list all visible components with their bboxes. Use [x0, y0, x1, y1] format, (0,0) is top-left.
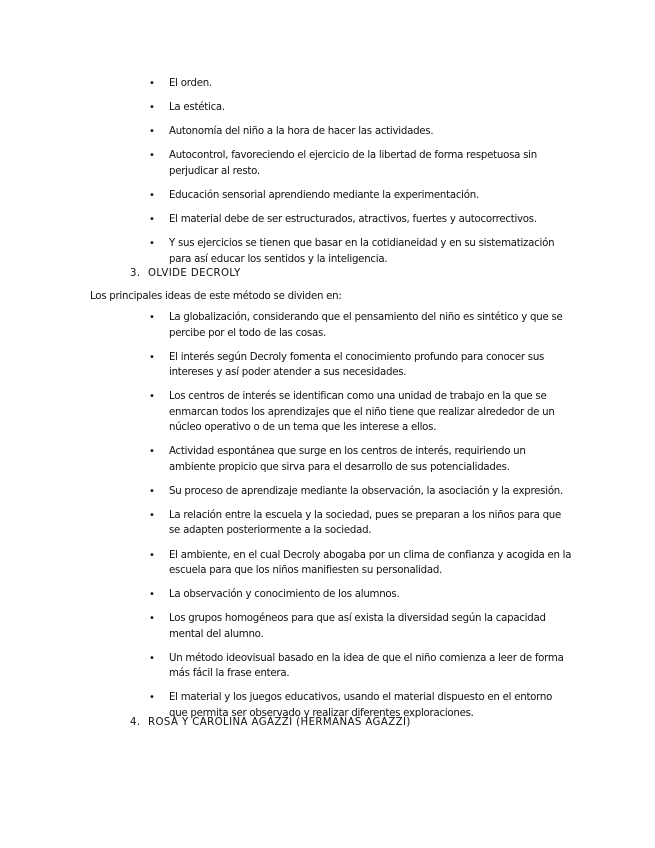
bullet-icon: •: [149, 652, 155, 664]
list-item: [147, 212, 572, 228]
section-heading-agazzi: [130, 715, 411, 730]
bullet-icon: •: [149, 446, 155, 458]
list-item-text: El ambiente, en el cual Decroly abogaba por un clima de confianza y acogida en la escuela para que los niños manifiesten su personalidad.: [169, 549, 572, 577]
list-item-text: Los grupos homogéneos para que así exista la diversidad según la capacidad mental del alumno.: [169, 613, 546, 640]
list-item-text: El interés según Decroly fomenta el conocimiento profundo para conocer sus intereses y así poder atender a sus necesidades.: [169, 351, 545, 379]
list-item: [147, 76, 572, 92]
list-item-text: Su proceso de aprendizaje mediante la observación, la asociación y la expresión.: [169, 485, 563, 497]
list-item: [147, 236, 572, 267]
list-item: [147, 484, 572, 500]
bullet-icon: •: [149, 312, 155, 323]
bullet-icon: •: [149, 692, 155, 704]
intro-paragraph: Los principales ideas de este método se dividen en:: [90, 291, 342, 302]
list-item-text: Educación sensorial aprendiendo mediante la experimentación.: [169, 189, 479, 201]
list-item: [147, 548, 572, 579]
list-item-text: Actividad espontánea que surge en los centros de interés, requiriendo un ambiente propicio que sirva para el desarrollo de sus potencialidades.: [169, 446, 526, 473]
section-number: 4.: [130, 717, 141, 728]
list-item: [147, 350, 572, 381]
decroly-ideas-list: [147, 310, 572, 730]
list-item-text: El material y los juegos educativos, usando el material dispuesto en el entorno que permita ser observado y realizar diferentes exploraciones.: [169, 692, 553, 719]
list-item-text: Un método ideovisual basado en la idea de que el niño comienza a leer de forma más fácil la frase entera.: [169, 652, 564, 680]
section-title: OLVIDE DECROLY: [148, 268, 241, 279]
bullet-icon: •: [149, 238, 155, 250]
list-item: [147, 611, 572, 642]
list-item: [147, 188, 572, 204]
list-item: [147, 310, 572, 341]
list-item: [147, 389, 572, 436]
list-item-text: La globalización, considerando que el pensamiento del niño es sintético y que se percibe por el todo de las cosas.: [169, 312, 563, 339]
list-item-text: Autonomía del niño a la hora de hacer las actividades.: [169, 126, 434, 138]
bullet-icon: •: [149, 126, 155, 138]
section-number: 3.: [130, 268, 141, 279]
list-item-text: El material debe de ser estructurados, atractivos, fuertes y autocorrectivos.: [169, 213, 537, 225]
list-item: [147, 508, 572, 539]
bullet-icon: •: [149, 549, 155, 561]
list-item-text: El orden.: [169, 78, 212, 89]
bullet-icon: •: [149, 102, 155, 114]
section-heading-decroly: [130, 266, 241, 281]
bullet-icon: •: [149, 351, 155, 363]
bullet-icon: •: [149, 509, 155, 521]
list-item: [147, 651, 572, 682]
bullet-icon: •: [149, 78, 155, 89]
bullet-icon: •: [149, 391, 155, 403]
bullet-icon: •: [149, 485, 155, 497]
list-item: [147, 587, 572, 603]
bullet-icon: •: [149, 150, 155, 162]
bullet-icon: •: [149, 189, 155, 201]
list-item-text: Los centros de interés se identifican como una unidad de trabajo en la que se enmarcan todos los aprendizajes que el niño tiene que realizar alrededor de un núcleo operativo o de un tema que les interese a ellos.: [169, 391, 555, 434]
montessori-principles-list: [147, 76, 572, 276]
section-title: ROSA Y CAROLINA AGAZZI (HERMANAS AGAZZI): [148, 717, 411, 728]
list-item-text: La relación entre la escuela y la sociedad, pues se preparan a los niños para que se adapten posteriormente a la sociedad.: [169, 509, 562, 537]
bullet-icon: •: [149, 213, 155, 225]
list-item: [147, 444, 572, 475]
bullet-icon: •: [149, 589, 155, 601]
list-item: [147, 100, 572, 116]
bullet-icon: •: [149, 613, 155, 625]
list-item-text: Y sus ejercicios se tienen que basar en la cotidianeidad y en su sistematización para así educar los sentidos y la inteligencia.: [169, 238, 555, 265]
list-item-text: La observación y conocimiento de los alumnos.: [169, 589, 400, 601]
list-item: [147, 124, 572, 140]
list-item: [147, 148, 572, 179]
list-item-text: Autocontrol, favoreciendo el ejercicio de la libertad de forma respetuosa sin perjudicar al resto.: [169, 150, 537, 177]
list-item-text: La estética.: [169, 102, 225, 114]
